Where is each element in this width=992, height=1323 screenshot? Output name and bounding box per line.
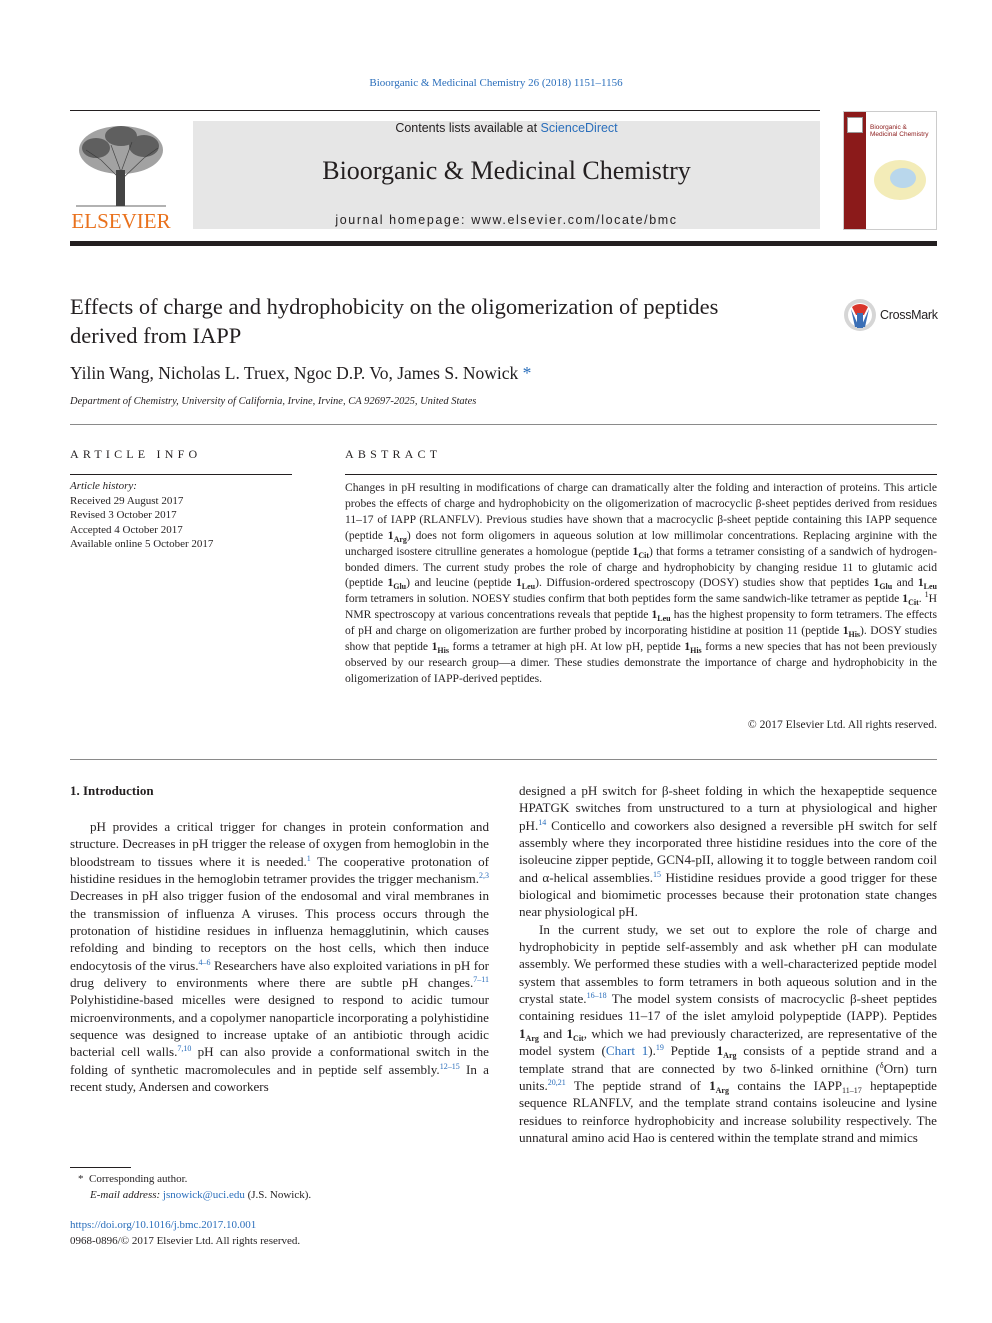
history-received: Received 29 August 2017	[70, 494, 184, 507]
footer-doi	[70, 1217, 300, 1249]
footnote-corresponding-text: Corresponding author.	[89, 1173, 188, 1185]
elsevier-logo[interactable]	[66, 120, 176, 232]
footnote-corresponding	[78, 1171, 311, 1187]
journal-cover-thumbnail[interactable]	[843, 111, 937, 230]
article-history	[70, 479, 213, 552]
elsevier-wordmark: ELSEVIER	[71, 209, 171, 232]
homepage-prefix: journal homepage:	[335, 213, 472, 227]
journal-homepage	[193, 213, 820, 227]
author-list	[70, 363, 531, 384]
history-online: Available online 5 October 2017	[70, 538, 214, 550]
history-revised: Revised 3 October 2017	[70, 509, 177, 521]
cover-title: Bioorganic & Medicinal Chemistry	[870, 124, 929, 138]
email-suffix: (J.S. Nowick).	[247, 1189, 312, 1201]
affiliation: Department of Chemistry, University of California, Irvine, Irvine, CA 92697-2025, United States	[70, 396, 477, 407]
email-link[interactable]: jsnowick@uci.edu	[162, 1189, 245, 1201]
section-divider	[70, 424, 937, 425]
doi-link[interactable]: https://doi.org/10.1016/j.bmc.2017.10.001	[70, 1219, 257, 1231]
header-divider	[70, 110, 820, 111]
abstract-rule	[345, 474, 937, 475]
article-title-line1: Effects of charge and hydrophobicity on the oligomerization of peptides	[70, 294, 719, 319]
abstract-copyright: © 2017 Elsevier Ltd. All rights reserved.	[747, 718, 937, 731]
footnote-rule	[70, 1167, 131, 1168]
journal-title: Bioorganic & Medicinal Chemistry	[322, 156, 691, 185]
cover-graphic-inner	[890, 168, 916, 188]
contents-line	[193, 121, 820, 135]
crossmark-label: CrossMark	[880, 308, 938, 322]
cover-logo	[847, 117, 863, 133]
issn-copyright: 0968-0896/© 2017 Elsevier Ltd. All rights reserved.	[70, 1235, 301, 1247]
introduction-heading: 1. Introduction	[70, 783, 154, 798]
footnote-email	[78, 1187, 311, 1203]
footnote	[78, 1171, 311, 1203]
elsevier-tree-icon	[66, 120, 176, 232]
intro-paragraph-1-cont: designed a pH switch for β-sheet folding in which the hexapeptide sequence HPATGK switches from unstructured to a turn at physiological and higher pH.$^{14}$ Conticello and coworkers also designed a reversible pH switch for self assembly where they incorporated three histidine residues into the core of the isoleucine zipper peptide, GCN4-pII, allowing it to toggle between random coil and α-helical assemblies.$^{15}$ Histidine residues provide a good trigger for these biological and biomimetic processes because their protonation state changes near physiological pH.	[519, 783, 938, 920]
header-thick-rule	[70, 241, 937, 246]
contents-prefix: Contents lists available at	[395, 121, 541, 135]
section-divider-2	[70, 759, 937, 760]
email-label: E-mail address:	[90, 1189, 161, 1201]
crossmark-badge[interactable]	[843, 297, 943, 335]
body-column-left	[70, 818, 489, 1096]
history-accepted: Accepted 4 October 2017	[70, 523, 183, 536]
homepage-url[interactable]: www.elsevier.com/locate/bmc	[471, 213, 678, 227]
article-info-rule	[70, 474, 292, 475]
history-label: Article history:	[70, 480, 137, 492]
footnote-star: *	[78, 1173, 84, 1185]
abstract-body: Changes in pH resulting in modifications of charge can dramatically alter the folding and interaction of proteins. This article probes the effects of charge and hydrophobicity on the oligomerization of macrocyclic β-sheet peptides derived from residues 11–17 of IAPP (RLANFLV). Previous studies have shown that a macrocyclic β-sheet peptide containing this IAPP sequence (peptide $1_{Arg}$) does not form oligomers in aqueous solution at low millimolar concentrations. Replacing arginine with the uncharged isostere citrulline generates a homologue (peptide $1_{Cit}$) that forms a tetramer consisting of a sandwich of hydrogen-bonded dimers. The current study probes the role of charge and hydrophobicity by changing residue 11 to glutamic acid (peptide $1_{Glu}$) and leucine (peptide $1_{Leu}$). Diffusion-ordered spectroscopy (DOSY) studies show that peptides $1_{Glu}$ and $1_{Leu}$ form tetramers in solution. NOESY studies confirm that both peptides form the same sandwich-like tetramer as peptide $1_{Cit}$. $^1$H NMR spectroscopy at various concentrations reveals that peptide $1_{Leu}$ has the highest propensity to form tetramers. The effects of pH and charge on oligomerization are further probed by incorporating histidine at position 11 (peptide $1_{His}$). DOSY studies show that peptide $1_{His}$ forms a tetramer at high pH. At low pH, peptide $1_{His}$ forms a new species that has not been previously observed by our research group—a dimer. These studies demonstrate the importance of charge and hydrophobicity in the oligomerization of IAPP-derived peptides.	[345, 481, 938, 685]
body-column-right	[519, 782, 937, 1146]
journal-citation[interactable]: Bioorganic & Medicinal Chemistry 26 (2018) 1151–1156	[369, 77, 623, 89]
authors-text: Yilin Wang, Nicholas L. Truex, Ngoc D.P. Vo, James S. Nowick	[70, 363, 519, 383]
intro-paragraph-1: pH provides a critical trigger for changes in protein conformation and structure. Decreases in pH trigger the release of oxygen from hemoglobin in the bloodstream to tissues where it is needed.$^1$ The cooperative protonation of histidine residues in the hemoglobin tetramer provides the trigger mechanism.$^{2,3}$ Decreases in pH also trigger fusion of the endosomal and viral membranes in the transmission of influenza A viruses. This process occurs through the protonation of histidine residues in influenza hemagglutinin, which causes refolding and binding to receptors on the host cells, which then induce endocytosis of the virus.$^{4-6}$ Researchers have also exploited variations in pH for drug delivery to environments where there are subtle pH changes.$^{7-11}$ Polyhistidine-based micelles were designed to respond to acidic tumour microenvironments, and a copolymer nanoparticle incorporating a polyhistidine sequence was designed to increase uptake of an antibiotic through acidic bacterial cell walls.$^{7,10}$ pH can also provide a conformational switch in the folding of synthetic macromolecules and in peptide self assembly.$^{12-15}$ In a recent study, Andersen and coworkers	[70, 819, 490, 1095]
abstract-heading: ABSTRACT	[345, 447, 442, 461]
article-info-heading: ARTICLE INFO	[70, 447, 202, 461]
article-title	[70, 292, 830, 350]
corresponding-author-mark[interactable]: *	[522, 363, 532, 383]
sciencedirect-link[interactable]: ScienceDirect	[540, 121, 618, 135]
article-title-line2: derived from IAPP	[70, 323, 242, 348]
intro-paragraph-2: In the current study, we set out to explore the role of charge and hydrophobicity in peptide self-assembly and ask whether pH can modulate assembly. We performed these studies with a well-characterized peptide model system that assembles to form tetramers in both aqueous solution and in the crystal state.$^{16-18}$ The model system consists of macrocyclic β-sheet peptides containing residues 11–17 of the islet amyloid polypeptide (IAPP). Peptides $1_{Arg}$ and $1_{Cit}$, which we had previously characterized, are representative of the model system (Chart 1).$^{19}$ Peptide $1_{Arg}$ consists of a peptide strand and a template strand that are connected by two δ-linked ornithine ($^\delta$Orn) turn units.$^{20,21}$ The peptide strand of $1_{Arg}$ contains the $IAPP_{11-17}$ heptapeptide sequence RLANFLV, and the template strand contains isoleucine and lysine residues to reinforce hydrophobicity and increase solubility respectively. The unnatural amino acid Hao is centered within the template strand and mimics	[519, 921, 938, 1145]
